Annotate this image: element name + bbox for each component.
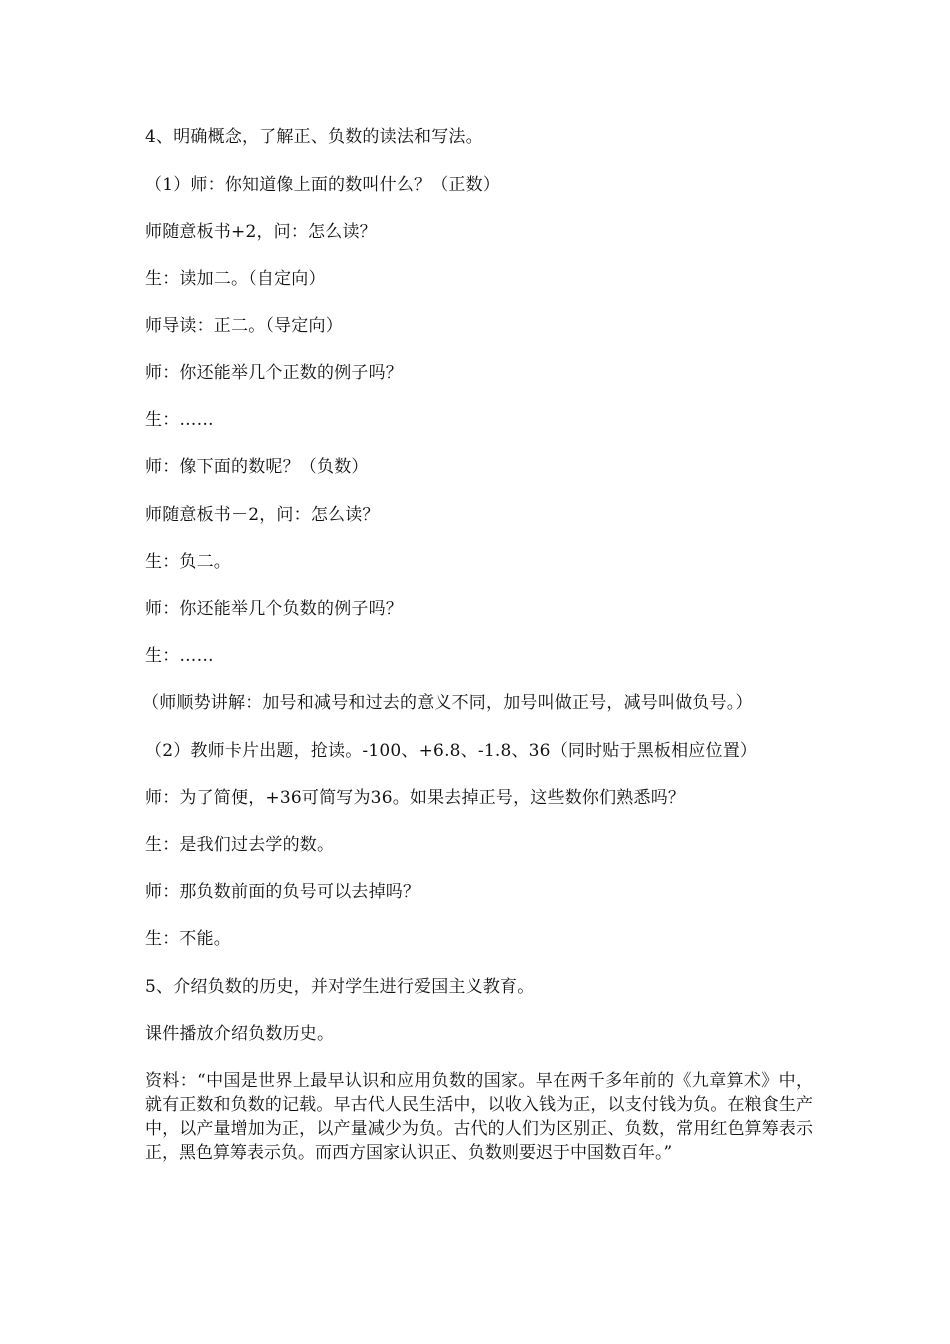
section-4-heading: 4、明确概念，了解正、负数的读法和写法。 <box>145 127 483 147</box>
teacher-explanation: （师顺势讲解：加号和减号和过去的意义不同，加号叫做正号，减号叫做负号。） <box>142 693 753 713</box>
dialogue-line: 生：…… <box>145 410 214 430</box>
dialogue-line: 师：像下面的数呢？（负数） <box>145 457 369 477</box>
dialogue-line: 师随意板书－2，问：怎么读？ <box>145 505 380 525</box>
dialogue-line: 生：是我们过去学的数。 <box>145 835 335 855</box>
dialogue-line: 师：那负数前面的负号可以去掉吗？ <box>145 882 421 902</box>
card-exercise-line: （2）教师卡片出题，抢读。-100、+6.8、-1.8、36（同时贴于黑板相应位置） <box>145 741 758 761</box>
dialogue-line: 师导读：正二。（导定向） <box>145 316 343 336</box>
dialogue-line: （1）师：你知道像上面的数叫什么？（正数） <box>145 175 501 195</box>
dialogue-line: 师随意板书+2，问：怎么读？ <box>145 222 377 242</box>
dialogue-line: 生：负二。 <box>145 552 231 572</box>
dialogue-line: 生：…… <box>145 646 214 666</box>
dialogue-line: 师：为了简便，+36可简写为36。如果去掉正号，这些数你们熟悉吗？ <box>145 788 686 808</box>
dialogue-line: 生：不能。 <box>145 929 231 949</box>
dialogue-line: 师：你还能举几个正数的例子吗？ <box>145 363 403 383</box>
section-5-heading: 5、介绍负数的历史，并对学生进行爱国主义教育。 <box>145 977 535 997</box>
dialogue-line: 师：你还能举几个负数的例子吗？ <box>145 599 403 619</box>
courseware-line: 课件播放介绍负数历史。 <box>145 1024 335 1044</box>
dialogue-line: 生：读加二。（自定向） <box>145 269 326 289</box>
history-material-paragraph: 资料：“中国是世界上最早认识和应用负数的国家。早在两千多年前的《九章算术》中，就有正数和负数的记载。早古代人民生活中，以收入钱为正，以支付钱为负。在粮食生产中，以产量增加为正，以产量减少为负。古代的人们为区别正、负数，常用红色算筹表示正，黑色算筹表示负。而西方国家认识正、负数则要迟于中国数百年。” <box>145 1071 813 1163</box>
